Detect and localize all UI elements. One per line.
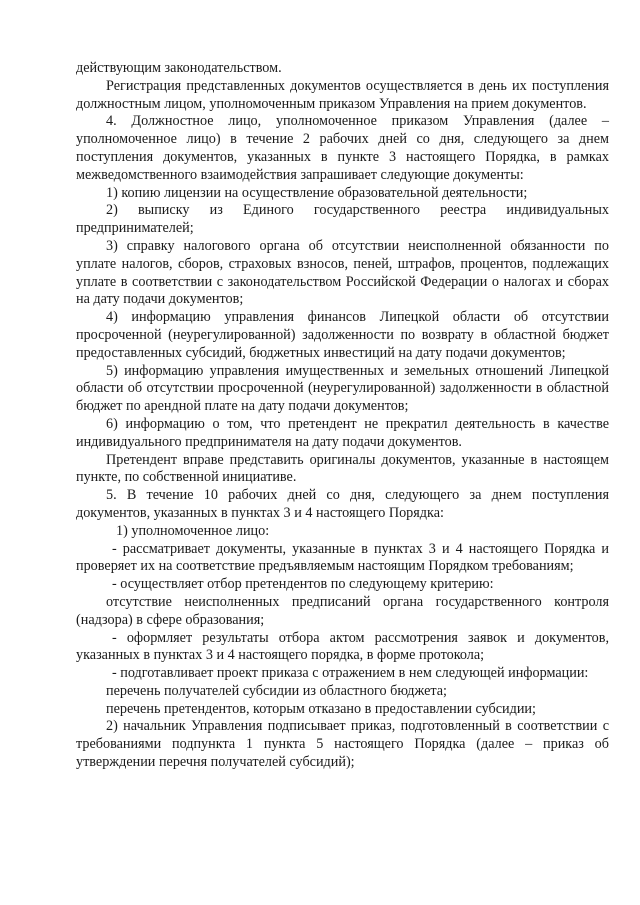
dash-item-review: - рассматривает документы, указанные в пунктах 3 и 4 настоящего Порядка и проверяет их на соответствие предъявляемым настоящим Порядком требованиям; xyxy=(76,540,609,575)
list-item-5-2: 2) начальник Управления подписывает приказ, подготовленный в соответствии с требованиями подпункта 1 пункта 5 настоящего Порядка (далее – приказ об утверждении перечня получателей субсидий); xyxy=(76,718,609,771)
list-recipients: перечень получателей субсидии из областного бюджета; xyxy=(106,682,448,699)
dash-item-draft-order: - подготавливает проект приказа с отражением в нем следующей информации: xyxy=(112,665,589,682)
paragraph-originals: Претендент вправе представить оригиналы документов, указанные в настоящем пункте, по собственной инициативе. xyxy=(76,451,609,486)
paragraph-item-5: 5. В течение 10 рабочих дней со дня, следующего за днем поступления документов, указанных в пунктах 3 и 4 настоящего Порядка: xyxy=(76,487,609,521)
list-item-5-1: 1) уполномоченное лицо: xyxy=(116,522,270,539)
document-page xyxy=(76,60,609,772)
list-item-4-4: 4) информацию управления финансов Липецкой области об отсутствии просроченной (неурегулированной) задолженности по возврату в областной бюджет предоставленных субсидий, бюджетных инвестиций на дату подачи документов; xyxy=(76,309,609,361)
paragraph-item-4: 4. Должностное лицо, уполномоченное приказом Управления (далее – уполномоченное лицо) в течение 2 рабочих дней со дня, следующего за днем поступления документов, указанных в пункте 3 настоящего Порядка, в рамках межведомственного взаимодействия запрашивает следующие документы: xyxy=(76,113,609,183)
list-item-4-2: 2) выписку из Единого государственного реестра индивидуальных предпринимателей; xyxy=(76,202,609,237)
paragraph-registration: Регистрация представленных документов осуществляется в день их поступления должностным лицом, уполномоченным приказом Управления на прием документов. xyxy=(76,77,609,112)
list-item-4-6: 6) информацию о том, что претендент не прекратил деятельность в качестве индивидуального предпринимателя на дату подачи документов. xyxy=(76,415,609,450)
paragraph-continuation: действующим законодательством. xyxy=(76,60,282,76)
list-item-4-5: 5) информацию управления имущественных и земельных отношений Липецкой области об отсутствии просроченной (неурегулированной) задолженности в областной бюджет по арендной плате на дату подачи документов; xyxy=(76,362,609,415)
dash-item-protocol: - оформляет результаты отбора актом рассмотрения заявок и документов, указанных в пунктах 3 и 4 настоящего порядка, в форме протокола; xyxy=(76,629,609,664)
list-item-4-1: 1) копию лицензии на осуществление образовательной деятельности; xyxy=(106,184,528,201)
list-refused: перечень претендентов, которым отказано в предоставлении субсидии; xyxy=(106,700,536,717)
list-item-4-3: 3) справку налогового органа об отсутствии неисполненной обязанности по уплате налогов, сборов, страховых взносов, пеней, штрафов, процентов, подлежащих уплате в соответствии с законодательством Российской Федерации о налогах и сборах на дату подачи документов; xyxy=(76,237,609,308)
criterion-text: отсутствие неисполненных предписаний органа государственного контроля (надзора) в сфере образования; xyxy=(76,593,609,628)
dash-item-selection: - осуществляет отбор претендентов по следующему критерию: xyxy=(112,576,494,593)
